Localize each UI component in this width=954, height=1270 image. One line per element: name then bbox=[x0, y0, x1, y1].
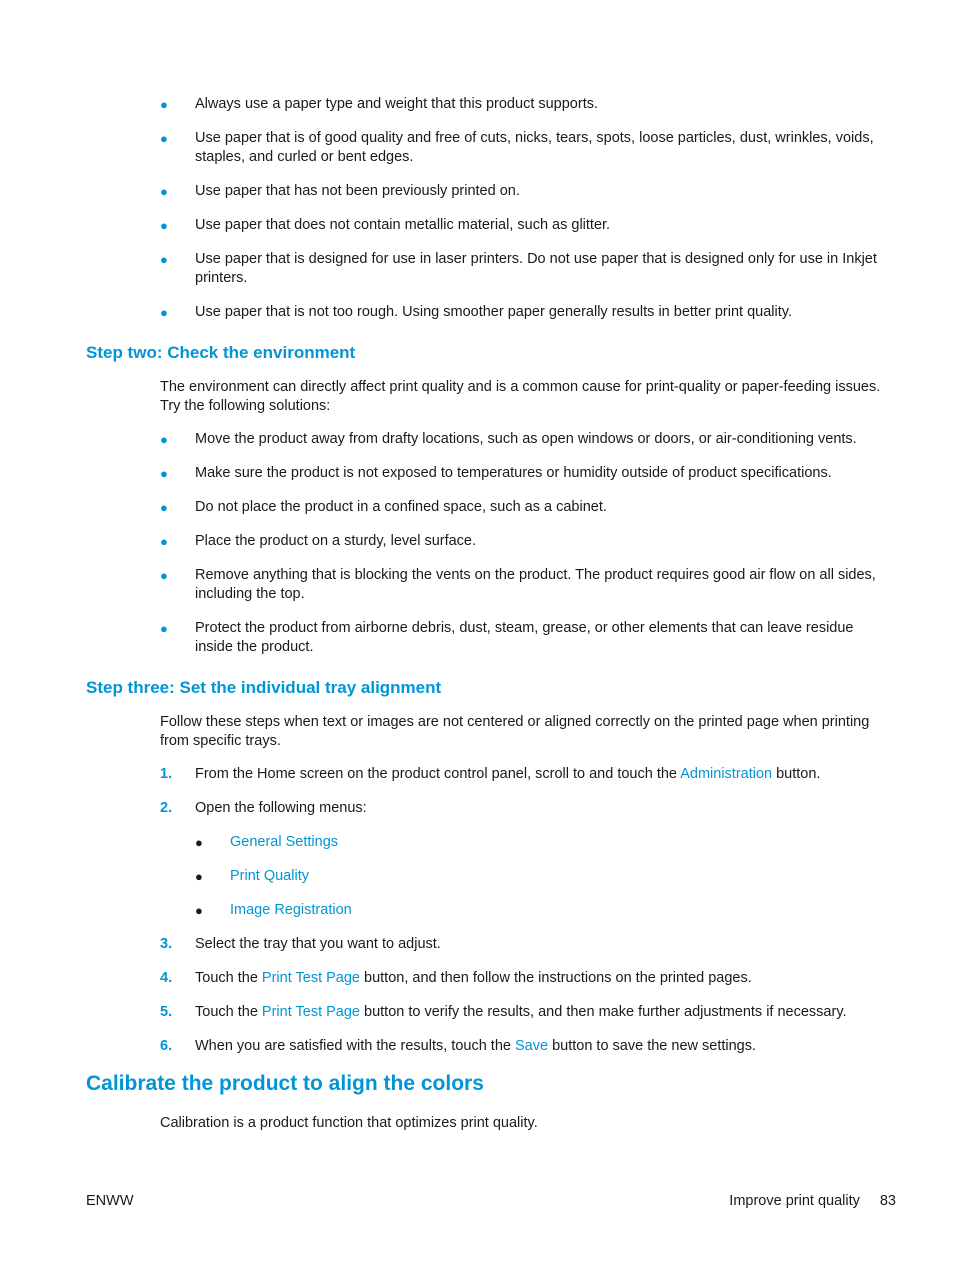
step-number: 2. bbox=[160, 800, 173, 816]
step-two-heading: Step two: Check the environment bbox=[86, 343, 356, 362]
print-quality-link[interactable]: Print Quality bbox=[230, 868, 309, 884]
footer-page-info bbox=[729, 1192, 896, 1211]
step-three-heading: Step three: Set the individual tray alignment bbox=[86, 678, 442, 697]
list-item: ● Move the product away from drafty locations, such as open windows or doors, or air-conditioning vents. bbox=[160, 431, 857, 447]
bullet-icon: ● bbox=[160, 534, 168, 549]
bullet-icon: ● bbox=[195, 835, 203, 850]
step-number: 1. bbox=[160, 766, 173, 782]
calibrate-heading: Calibrate the product to align the colors bbox=[86, 1072, 484, 1095]
list-item: ● Use paper that is not too rough. Using smoother paper generally results in better print quality. bbox=[160, 304, 792, 320]
step-item: 1. From the Home screen on the product control panel, scroll to and touch the Administration button. bbox=[160, 766, 821, 782]
print-test-page-link[interactable]: Print Test Page bbox=[261, 970, 360, 986]
bullet-icon: ● bbox=[160, 432, 168, 447]
bullet-icon: ● bbox=[160, 500, 168, 515]
list-item: ● Use paper that has not been previously printed on. bbox=[160, 183, 520, 199]
list-item: ● Place the product on a sturdy, level surface. bbox=[160, 533, 477, 549]
save-link[interactable]: Save bbox=[514, 1038, 549, 1054]
administration-link[interactable]: Administration bbox=[680, 766, 773, 782]
bullet-icon: ● bbox=[160, 466, 168, 481]
bullet-icon: ● bbox=[160, 252, 168, 267]
step-item: 3. Select the tray that you want to adjust. bbox=[160, 936, 441, 952]
environment-list bbox=[160, 430, 890, 672]
bullet-icon: ● bbox=[160, 184, 168, 199]
step-item: 6. When you are satisfied with the results, touch the Save button to save the new settings. bbox=[160, 1038, 757, 1054]
general-settings-link[interactable]: General Settings bbox=[230, 834, 339, 850]
bullet-icon: ● bbox=[160, 97, 168, 112]
list-item: ● Make sure the product is not exposed to temperatures or humidity outside of product specifications. bbox=[160, 465, 832, 481]
paper-guidelines-list bbox=[160, 95, 890, 337]
calibrate-text: Calibration is a product function that optimizes print quality. bbox=[160, 1115, 538, 1131]
bullet-icon: ● bbox=[160, 131, 168, 146]
list-item: ● Do not place the product in a confined space, such as a cabinet. bbox=[160, 499, 607, 515]
list-item: ● Protect the product from airborne debris, dust, steam, grease, or other elements that can leave residue inside the product. bbox=[160, 620, 854, 655]
image-registration-link[interactable]: Image Registration bbox=[230, 902, 352, 918]
list-item: ● Always use a paper type and weight that this product supports. bbox=[160, 96, 599, 112]
print-test-page-link[interactable]: Print Test Page bbox=[261, 1004, 360, 1020]
list-item: ● Remove anything that is blocking the vents on the product. The product requires good air flow on all sides, including the top. bbox=[160, 567, 876, 602]
step-number: 4. bbox=[160, 970, 173, 986]
step-two-intro: The environment can directly affect print quality and is a common cause for print-quality or paper-feeding issues. Try the following solutions: bbox=[160, 379, 881, 414]
menu-path-list bbox=[195, 833, 890, 920]
bullet-icon: ● bbox=[160, 218, 168, 233]
bullet-icon: ● bbox=[195, 903, 203, 918]
bullet-icon: ● bbox=[160, 621, 168, 636]
step-item: 5. Touch the Print Test Page button to verify the results, and then make further adjustments if necessary. bbox=[160, 1004, 847, 1020]
footer-doc-id: ENWW bbox=[86, 1193, 134, 1209]
list-item: ● Use paper that is of good quality and free of cuts, nicks, tears, spots, loose particles, dust, wrinkles, voids, staples, and curled or bent edges. bbox=[160, 130, 874, 165]
tray-alignment-steps bbox=[160, 765, 890, 1071]
page-number: 83 bbox=[879, 1193, 896, 1209]
step-item: 4. Touch the Print Test Page button, and then follow the instructions on the printed pages. bbox=[160, 970, 752, 986]
bullet-icon: ● bbox=[160, 568, 168, 583]
step-number: 5. bbox=[160, 1004, 173, 1020]
list-item bbox=[195, 901, 890, 920]
footer-section-title: Improve print quality bbox=[729, 1193, 860, 1209]
bullet-icon: ● bbox=[160, 305, 168, 320]
step-number: 3. bbox=[160, 936, 173, 952]
list-item bbox=[195, 867, 890, 886]
step-item: 2. Open the following menus: ● General Settings ● Print Quality ● Image Registration bbox=[160, 799, 890, 920]
list-item: ● Use paper that does not contain metallic material, such as glitter. bbox=[160, 217, 611, 233]
step-number: 6. bbox=[160, 1038, 173, 1054]
bullet-icon: ● bbox=[195, 869, 203, 884]
list-item bbox=[195, 833, 890, 852]
step-three-intro: Follow these steps when text or images are not centered or aligned correctly on the printed page when printing from specific trays. bbox=[160, 714, 870, 749]
list-item: ● Use paper that is designed for use in laser printers. Do not use paper that is designed only for use in Inkjet printers. bbox=[160, 251, 877, 286]
